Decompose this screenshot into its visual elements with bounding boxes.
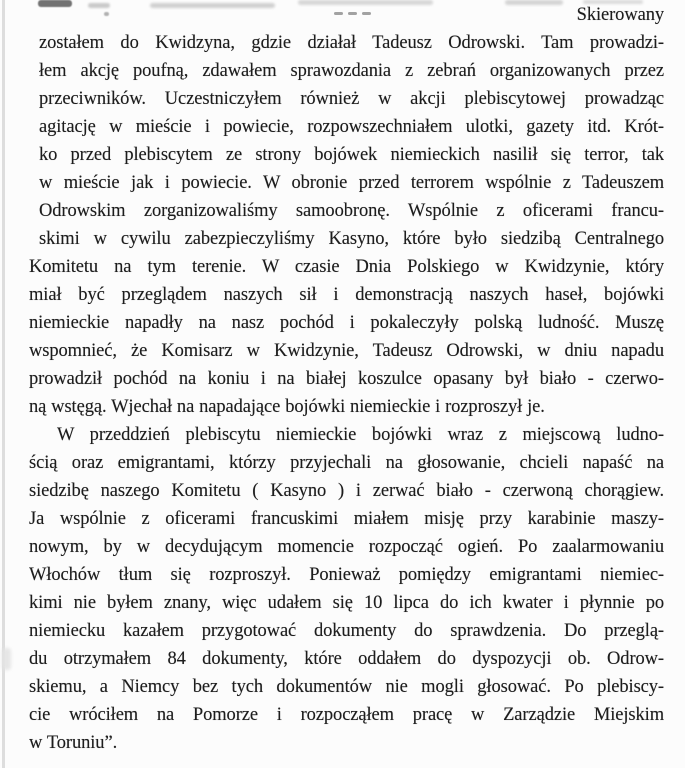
text-line: niemiecku kazałem przygotować dokumenty do sprawdzenia. Do przeglą- (29, 621, 664, 641)
text-line: ścią oraz emigrantami, którzy przyjechali na głosowanie, chcieli napaść na (29, 453, 664, 473)
document-text (29, 1, 664, 757)
text-line: Włochów tłum się rozproszył. Ponieważ pomiędzy emigrantami niemiec- (29, 565, 664, 585)
text-line: Odrowskim zorganizowaliśmy samoobronę. Wspólnie z oficerami francu- (39, 201, 664, 221)
text-line: Ja wspólnie z oficerami francuskimi miałem misję przy karabinie maszy- (29, 509, 664, 529)
text-line: nowym, by w decydującym momencie rozpocząć ogień. Po zaalarmowaniu (29, 537, 664, 557)
text-line: prowadził pochód na koniu i na białej koszulce opasany był biało - czerwo- (29, 369, 664, 389)
text-line: siedzibę naszego Komitetu ( Kasyno ) i zerwać biało - czerwoną chorągiew. (29, 481, 664, 501)
text-line: wspomnieć, że Komisarz w Kwidzynie, Tadeusz Odrowski, w dniu napadu (29, 341, 664, 361)
text-line: ko przed plebiscytem ze strony bojówek niemieckich nasilił się terror, tak (39, 145, 664, 165)
text-line: Skierowany (576, 5, 664, 25)
text-line: agitację w mieście i powiecie, rozpowszechniałem ulotki, gazety itd. Krót- (39, 117, 664, 137)
text-line: niemieckie napadły na nasz pochód i pokaleczyły polską ludność. Muszę (29, 313, 664, 333)
text-line: w Toruniu”. (29, 733, 118, 753)
text-line: łem akcję poufną, zdawałem sprawozdania z zebrań organizowanych przez (39, 61, 664, 81)
scan-artifact (2, 648, 11, 670)
text-line: miał być przeglądem naszych sił i demonstracją naszych haseł, bojówki (29, 285, 664, 305)
text-line: W przeddzień plebiscytu niemieckie bojówki wraz z miejscową ludno- (57, 425, 664, 445)
text-line: du otrzymałem 84 dokumenty, które oddałem do dyspozycji ob. Odrow- (29, 649, 664, 669)
text-line: skimi w cywilu zabezpieczyliśmy Kasyno, które było siedzibą Centralnego (39, 229, 664, 249)
text-line: skiemu, a Niemcy bez tych dokumentów nie mogli głosować. Po plebiscy- (29, 677, 664, 697)
text-line: w mieście jak i powiecie. W obronie przed terrorem wspólnie z Tadeuszem (39, 173, 664, 193)
text-line: cie wróciłem na Pomorze i rozpocząłem pracę w Zarządzie Miejskim (29, 705, 664, 725)
text-line: przeciwników. Uczestniczyłem również w akcji plebiscytowej prowadząc (39, 89, 664, 109)
text-line: ną wstęgą. Wjechał na napadające bojówki niemieckie i rozproszył je. (29, 397, 545, 417)
text-line: kimi nie byłem znany, więc udałem się 10 lipca do ich kwater i płynnie po (29, 593, 664, 613)
text-line: zostałem do Kwidzyna, gdzie działał Tadeusz Odrowski. Tam prowadzi- (39, 33, 664, 53)
text-line: Komitetu na tym terenie. W czasie Dnia Polskiego w Kwidzynie, który (29, 257, 664, 277)
